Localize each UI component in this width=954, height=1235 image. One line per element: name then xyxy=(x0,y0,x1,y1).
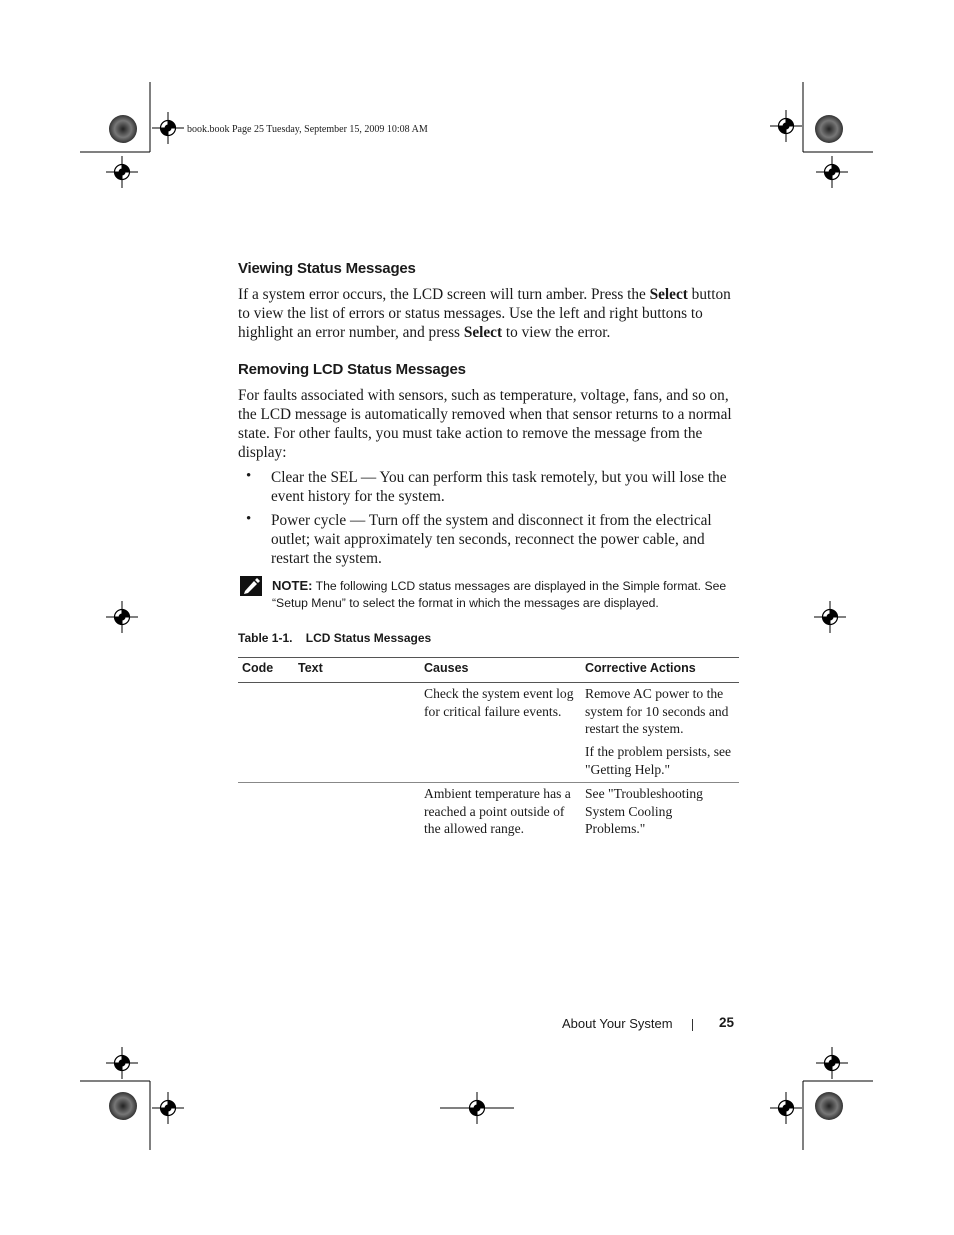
bullet-marker: • xyxy=(246,511,252,527)
table-cell-action: Remove AC power to the system for 10 seconds and restart the system. xyxy=(585,686,729,736)
star-target-icon xyxy=(109,115,137,143)
star-target-icon xyxy=(109,1092,137,1120)
select-keyword: Select xyxy=(649,286,688,303)
registration-mark-icon xyxy=(106,1047,138,1079)
table-header-causes: Causes xyxy=(424,661,469,675)
note-label: NOTE: xyxy=(272,578,313,593)
bullet-item-power-cycle: Power cycle — Turn off the system and disconnect it from the electrical outlet; wait approximately ten seconds, reconnect the power cable, and restart the system. xyxy=(271,512,712,567)
text-run: to view the error. xyxy=(502,324,611,341)
text-run: button to view the list of errors or status messages. Use the left and right buttons to highlight an error number, and press xyxy=(238,286,731,341)
bullet-item-clear-sel: Clear the SEL — You can perform this task remotely, but you will lose the event history for the system. xyxy=(271,469,727,505)
registration-mark-icon xyxy=(106,601,138,633)
table-header-actions: Corrective Actions xyxy=(585,661,696,675)
registration-mark-icon xyxy=(816,156,848,188)
text-run: If a system error occurs, the LCD screen will turn amber. Press the xyxy=(238,286,650,303)
section-heading-viewing: Viewing Status Messages xyxy=(238,260,416,277)
registration-mark-icon xyxy=(152,1092,184,1124)
footer-section-title: About Your System xyxy=(562,1016,673,1031)
table-header-code: Code xyxy=(242,661,274,675)
registration-mark-icon xyxy=(770,110,802,142)
print-slug: book.book Page 25 Tuesday, September 15, 2009 10:08 AM xyxy=(187,124,428,135)
table-header-text: Text xyxy=(298,661,323,675)
paragraph-viewing xyxy=(238,285,738,342)
registration-mark-icon xyxy=(814,601,846,633)
table-cell-action: See "Troubleshooting System Cooling Problems." xyxy=(585,786,703,836)
registration-mark-icon xyxy=(816,1047,848,1079)
table-header-rule xyxy=(238,682,739,683)
paragraph-removing: For faults associated with sensors, such as temperature, voltage, fans, and so on, the LCD message is automatically removed when that sensor returns to a normal state. For other faults, you must take action to remove the message from the display: xyxy=(238,387,732,461)
note-text xyxy=(272,577,742,612)
star-target-icon xyxy=(815,115,843,143)
table-cell-action: If the problem persists, see "Getting Help." xyxy=(585,744,732,777)
star-target-icon xyxy=(815,1092,843,1120)
note-body: The following LCD status messages are displayed in the Simple format. See “Setup Menu” to select the format in which the messages are displayed. xyxy=(272,579,727,610)
section-heading-removing: Removing LCD Status Messages xyxy=(238,361,466,378)
table-caption: Table 1-1. LCD Status Messages xyxy=(238,631,432,645)
registration-mark-icon xyxy=(770,1092,802,1124)
bullet-marker: • xyxy=(246,468,252,484)
table-row-rule xyxy=(238,782,739,783)
registration-mark-icon xyxy=(152,112,184,144)
table-top-rule xyxy=(238,657,739,658)
select-keyword: Select xyxy=(463,324,503,341)
footer-divider xyxy=(692,1019,693,1031)
table-cell-causes: Ambient temperature has a reached a point outside of the allowed range. xyxy=(424,786,571,836)
table-cell-causes: Check the system event log for critical failure events. xyxy=(424,686,574,719)
note-pencil-icon xyxy=(240,576,262,596)
registration-mark-icon xyxy=(106,156,138,188)
page-number: 25 xyxy=(719,1015,735,1030)
